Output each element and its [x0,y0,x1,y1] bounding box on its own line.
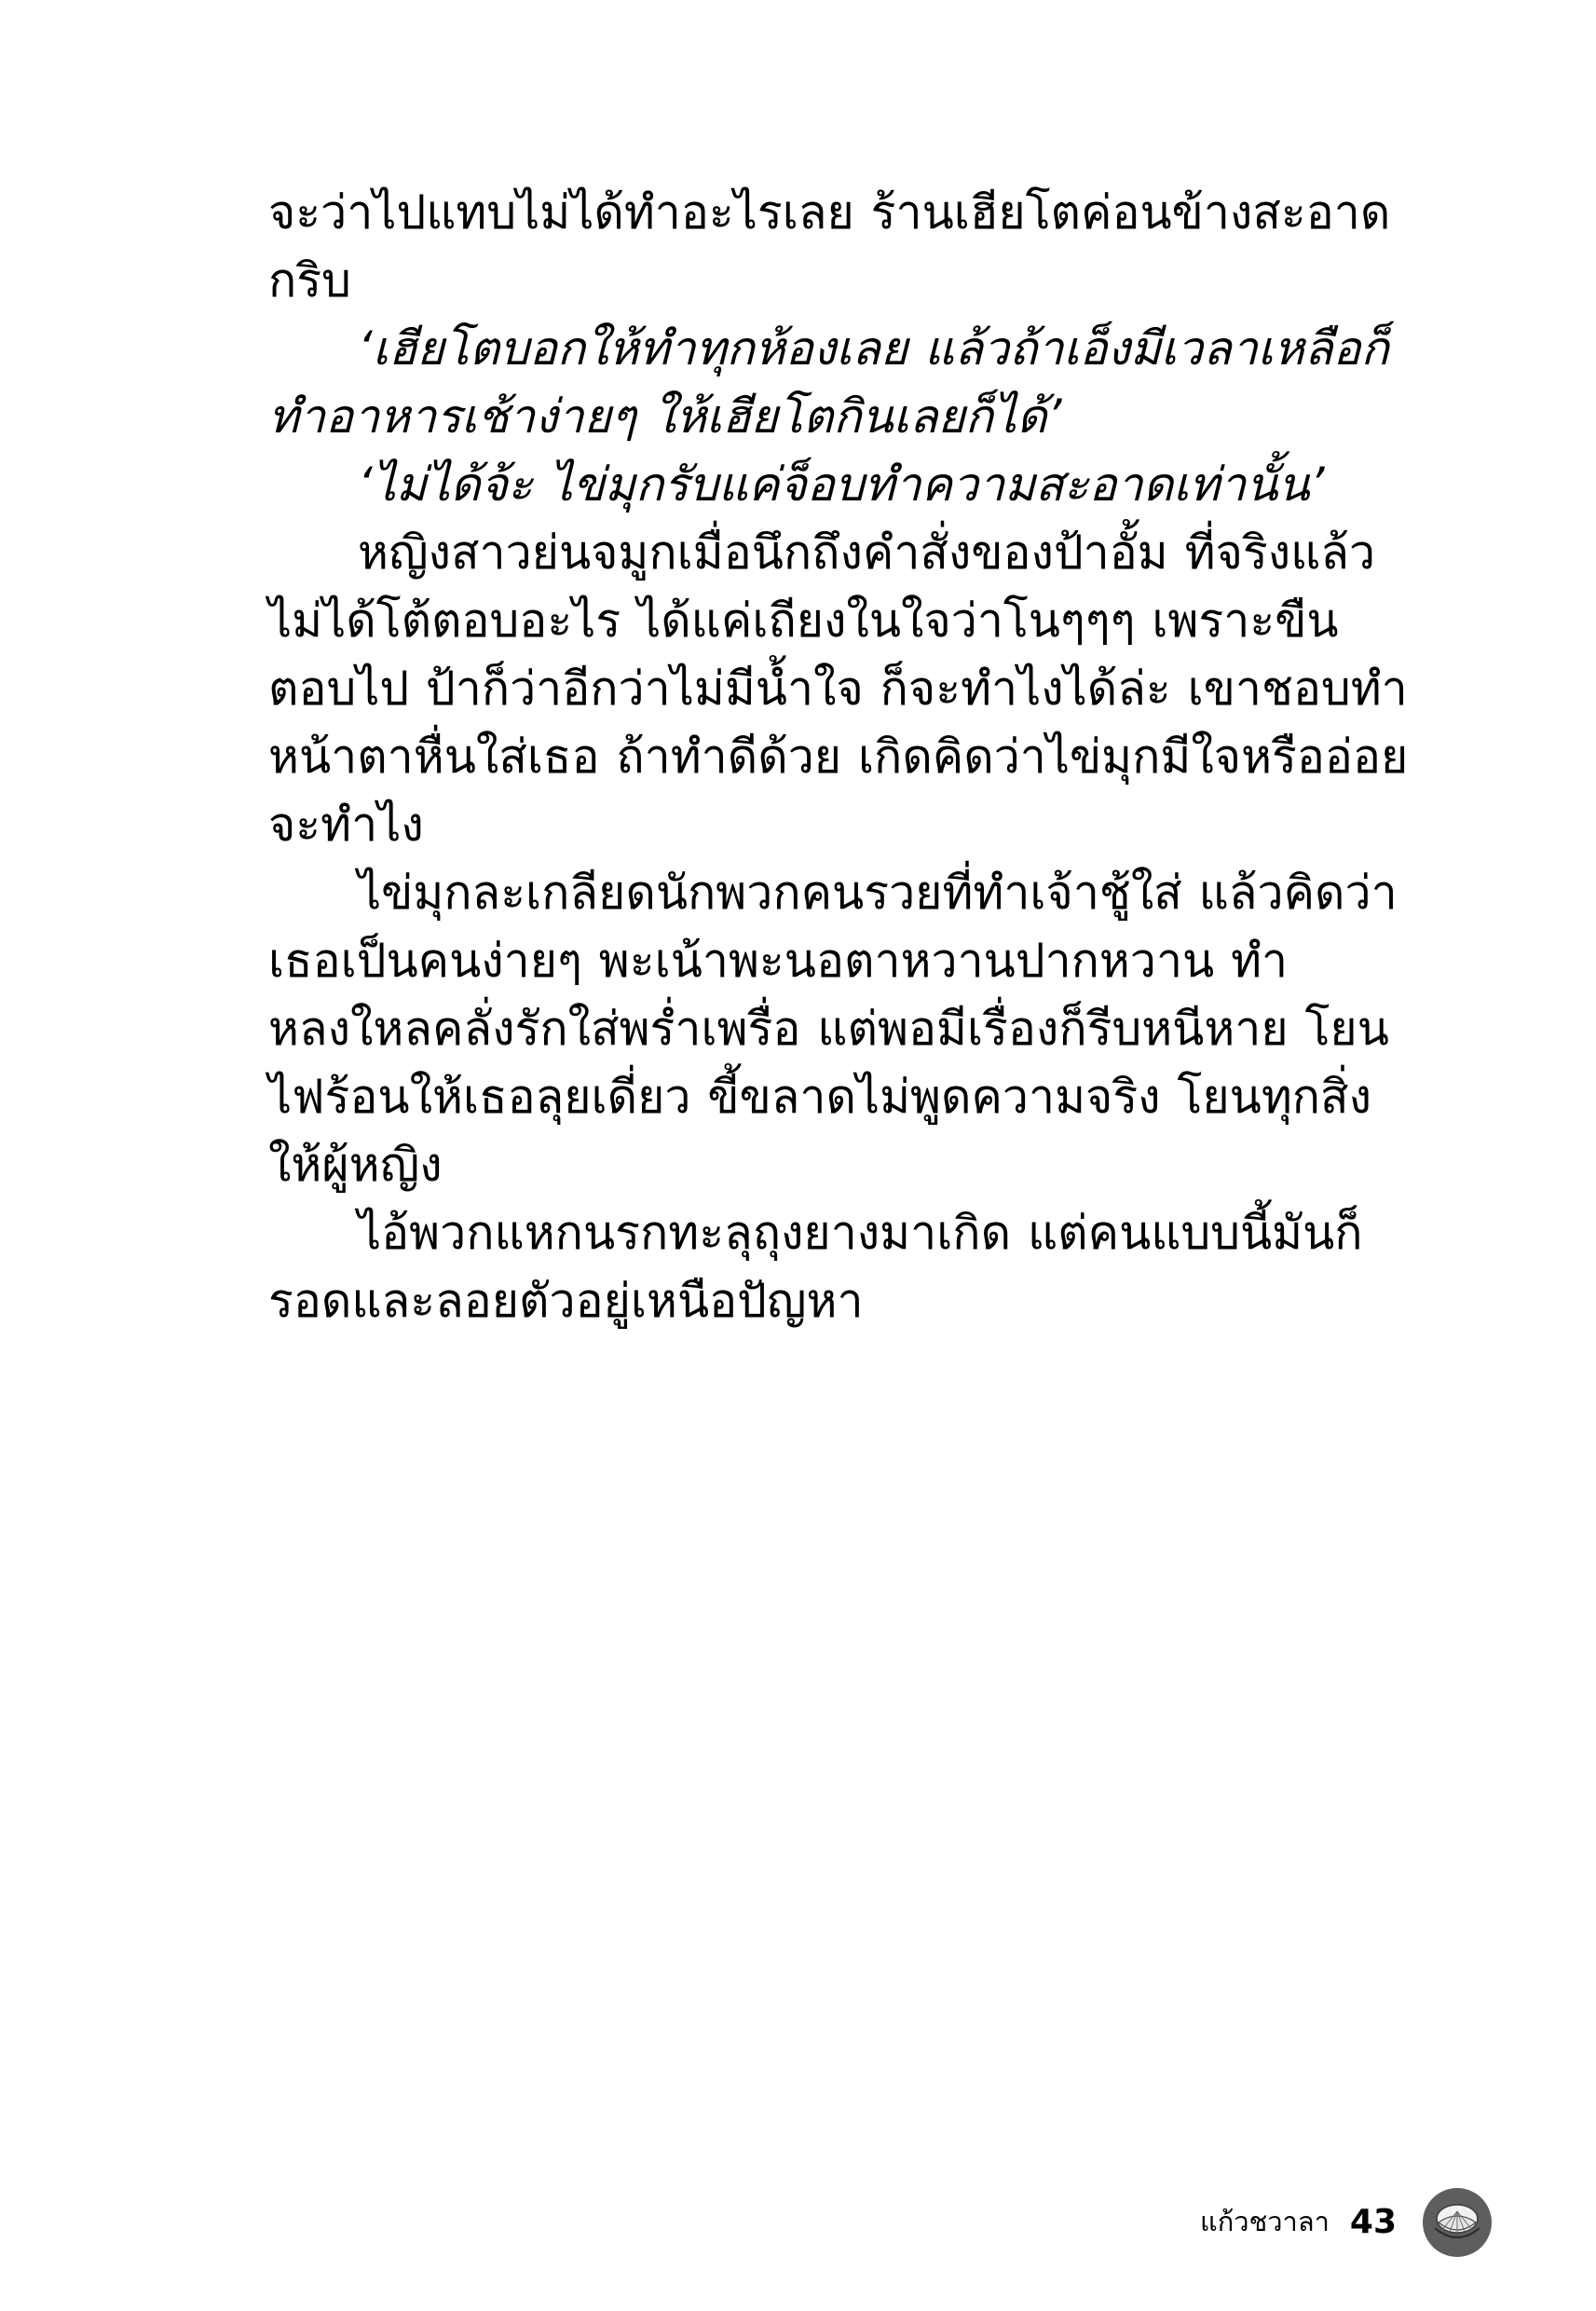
paragraph-dialogue: ‘เฮียโตบอกให้ทำทุกห้องเลย แล้วถ้าเอ็งมีเวลาเหลือก็ทำอาหารเช้าง่ายๆ ให้เฮียโตกินเลยก็ได้’ [268,321,1389,444]
page-footer [0,2188,1596,2300]
paragraph: ไอ้พวกแหกนรกทะลุถุงยางมาเกิด แต่คนแบบนี้มันก็รอดและลอยตัวอยู่เหนือปัญหา [268,1206,1363,1328]
body-text-column [268,179,1424,1335]
footer-author-name: แก้วชวาลา [1200,2205,1330,2237]
footer-content [1200,2188,1492,2257]
shell-emblem-icon [1423,2188,1492,2257]
paragraph: จะว่าไปแทบไม่ได้ทำอะไรเลย ร้านเฮียโตค่อนข้างสะอาดกริบ [268,185,1391,308]
paragraph: ไข่มุกละเกลียดนักพวกคนรวยที่ทำเจ้าชู้ใส่ แล้วคิดว่าเธอเป็นคนง่ายๆ พะเน้าพะนอตาหวานปากหวาน ทำหลงใหลคลั่งรักใส่พร่ำเพรื่อ แต่พอมีเรื่องก็รีบหนีหาย โยนไฟร้อนให้เธอลุยเดี่ยว ขี้ขลาดไม่พูดความจริง โยนทุกสิ่งให้ผู้หญิง [268,866,1398,1192]
paragraph-dialogue: ‘ไม่ได้จ้ะ ไข่มุกรับแค่จ็อบทำความสะอาดเท่านั้น’ [358,458,1325,512]
paragraph: หญิงสาวย่นจมูกเมื่อนึกถึงคำสั่งของป้าอั้ม ที่จริงแล้วไม่ได้โต้ตอบอะไร ได้แค่เถียงในใจว่าโนๆๆๆ เพราะขืนตอบไป ป้าก็ว่าอีกว่าไม่มีน้ำใจ ก็จะทำไงได้ล่ะ เขาชอบทำหน้าตาหื่นใส่เธอ ถ้าทำดีด้วย เกิดคิดว่าไข่มุกมีใจหรืออ่อยจะทำไง [268,526,1409,852]
page-number: 43 [1349,2203,1397,2241]
